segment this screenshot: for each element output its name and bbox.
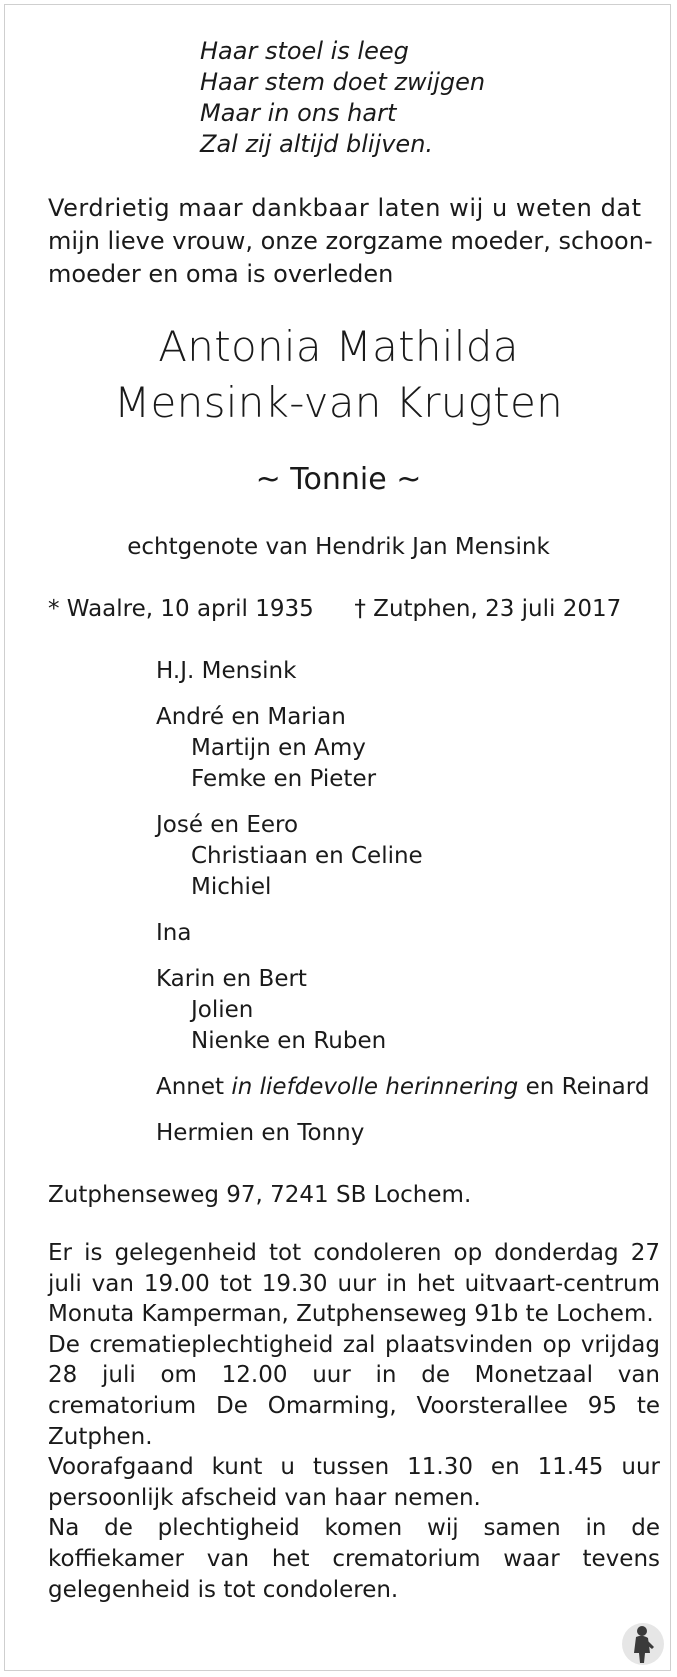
family-group: [156, 1072, 649, 1103]
announcement-intro: [48, 192, 660, 291]
intro-line: Verdrietig maar dankbaar laten wij u weten dat: [48, 194, 642, 222]
family-member: Hermien en Tonny: [156, 1120, 365, 1146]
poem-line: Haar stoel is leeg: [200, 37, 409, 65]
family-member: Ina: [156, 920, 192, 946]
life-dates: [48, 596, 621, 622]
family-group: [156, 964, 386, 1057]
info-paragraph: De crematieplechtigheid zal plaatsvinden op vrijdag 28 juli om 12.00 uur in de Monetzaal van crematorium De Omarming, Voorsterallee 95 te Zutphen.: [48, 1331, 660, 1450]
family-group: [156, 810, 423, 903]
family-group: [156, 656, 296, 687]
grandchild: Martijn en Amy: [191, 735, 366, 761]
info-paragraph: Na de plechtigheid komen wij samen in de koffiekamer van het crematorium waar tevens gelegenheid is tot condoleren.: [48, 1515, 660, 1603]
family-group: [156, 702, 376, 795]
info-paragraph: Voorafgaand kunt u tussen 11.30 en 11.45 uur persoonlijk afscheid van haar nemen.: [48, 1454, 660, 1511]
death-date: † Zutphen, 23 juli 2017: [354, 596, 622, 622]
intro-line: mijn lieve vrouw, onze zorgzame moeder, schoon-: [48, 227, 653, 255]
family-group: [156, 918, 191, 949]
intro-line: moeder en oma is overleden: [48, 260, 394, 288]
grandchild: Femke en Pieter: [191, 766, 377, 792]
poem-line: Maar in ons hart: [200, 99, 397, 127]
deceased-nickname: ~ Tonnie ~: [255, 462, 422, 497]
deceased-name-line2: Mensink-van Krugten: [113, 378, 564, 427]
poem-line: Zal zij altijd blijven.: [200, 130, 434, 158]
poem: [200, 36, 485, 160]
poem-line: Haar stem doet zwijgen: [200, 68, 486, 96]
info-paragraph: Er is gelegenheid tot condoleren op donderdag 27 juli van 19.00 tot 19.30 uur in het uitvaart-centrum Monuta Kamperman, Zutphenseweg 91b te Lochem.: [48, 1240, 660, 1328]
family-member: H.J. Mensink: [156, 658, 297, 684]
family-member: André en Marian: [156, 704, 346, 730]
grandchild: Jolien: [191, 997, 254, 1023]
mourning-figure-icon: [621, 1619, 665, 1667]
spouse-line: echtgenote van Hendrik Jan Mensink: [127, 534, 550, 560]
grandchild: Christiaan en Celine: [191, 843, 423, 869]
family-member: Karin en Bert: [156, 966, 307, 992]
home-address: Zutphenseweg 97, 7241 SB Lochem.: [48, 1182, 472, 1208]
in-memoriam-note: in liefdevolle herinnering: [231, 1074, 519, 1100]
grandchild: Nienke en Ruben: [191, 1028, 387, 1054]
family-group: [156, 1118, 364, 1149]
ceremony-info: [48, 1238, 660, 1605]
family-member: José en Eero: [156, 812, 299, 838]
grandchild: Michiel: [191, 874, 272, 900]
deceased-name-line1: Antonia Mathilda: [158, 322, 519, 371]
birth-date: * Waalre, 10 april 1935: [48, 596, 314, 622]
family-member-annet: Annet in liefdevolle herinnering en Reinard: [156, 1074, 650, 1100]
